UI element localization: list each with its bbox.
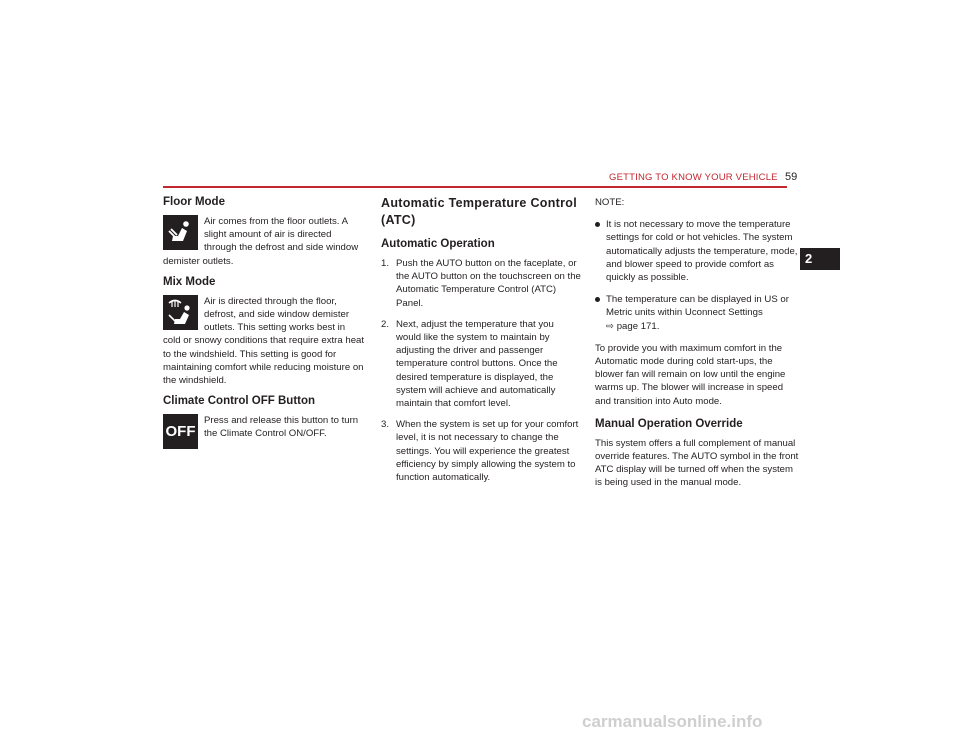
step-text: Next, adjust the temperature that you would like the system to maintain by adjusting the driver and passenger temperature control buttons. Once the desired temperature is displayed, the system will achieve and automatically maintain that comfort level. xyxy=(396,318,558,410)
list-item xyxy=(381,318,581,410)
off-button-text: Press and release this button to turn the Climate Control ON/OFF. xyxy=(204,415,359,440)
mix-mode-heading: Mix Mode xyxy=(163,275,216,288)
mix-mode-icon xyxy=(163,295,198,330)
step-number: 3. xyxy=(381,419,390,431)
mix-mode-text: Air is directed through the floor, defrost, and side window demister outlets. This setting works best in cold or snowy conditions that require extra heat to the windshield. This setting is good for maintaining comfort while reducing moisture on the windshield. xyxy=(163,295,365,387)
right-column xyxy=(595,158,800,490)
chapter-tab: 2 xyxy=(800,248,840,270)
bullet-icon xyxy=(595,297,600,302)
atc-heading: Automatic Temperature Control (ATC) xyxy=(381,196,577,227)
list-item xyxy=(381,257,581,310)
floor-mode-icon xyxy=(163,215,198,250)
floor-mode-heading: Floor Mode xyxy=(163,196,225,208)
list-item xyxy=(381,418,581,484)
section-title: GETTING TO KNOW YOUR VEHICLE xyxy=(609,172,778,183)
comfort-paragraph: To provide you with maximum comfort in the Automatic mode during cold start-ups, the blower fan will remain on low until the engine warms up. The blower will increase in speed and transition into Auto mode. xyxy=(595,342,786,407)
off-button-heading: Climate Control OFF Button xyxy=(163,395,316,408)
page-reference-link[interactable]: page 171. xyxy=(616,320,660,332)
bullet-icon xyxy=(595,222,600,227)
note-text: It is not necessary to move the temperature settings for cold or hot vehicles. The system automatically adjusts the temperature, mode, and blower speed to provide comfort as quickly as possible. xyxy=(606,219,798,284)
arrow-icon: ⇨ xyxy=(606,320,617,332)
manual-override-text: This system offers a full complement of manual override features. The AUTO symbol in the front ATC display will be turned off when the system is being used in the manual mode. xyxy=(595,437,799,489)
note-label: NOTE: xyxy=(595,197,625,208)
left-column xyxy=(163,195,365,453)
footer-watermark: carmanualsonline.info xyxy=(582,712,763,731)
off-icon: OFF xyxy=(163,414,198,449)
step-number: 1. xyxy=(381,258,390,269)
note-text: The temperature can be displayed in US or Metric units within Uconnect Settings xyxy=(606,294,789,319)
manual-override-heading: Manual Operation Override xyxy=(595,417,743,430)
mix-mode-section xyxy=(163,275,365,387)
list-item xyxy=(595,293,800,333)
atc-steps xyxy=(381,257,581,484)
off-button-section xyxy=(163,394,365,453)
list-item xyxy=(595,218,800,284)
automatic-operation-heading: Automatic Operation xyxy=(381,238,495,250)
step-number: 2. xyxy=(381,318,390,330)
floor-mode-text: Air comes from the floor outlets. A slight amount of air is directed through the defrost and side window demister outlets. xyxy=(163,216,359,267)
note-bullets xyxy=(595,218,800,333)
step-text: Push the AUTO button on the faceplate, or the AUTO button on the touchscreen on the Automatic Temperature Control (ATC) Panel. xyxy=(396,258,581,309)
page-number: 59 xyxy=(785,171,798,183)
floor-mode-section xyxy=(163,215,365,268)
step-text: When the system is set up for your comfort level, it is not necessary to change the settings. You will experience the greatest efficiency by simply allowing the system to function automatically. xyxy=(396,419,579,484)
middle-column xyxy=(381,195,581,492)
